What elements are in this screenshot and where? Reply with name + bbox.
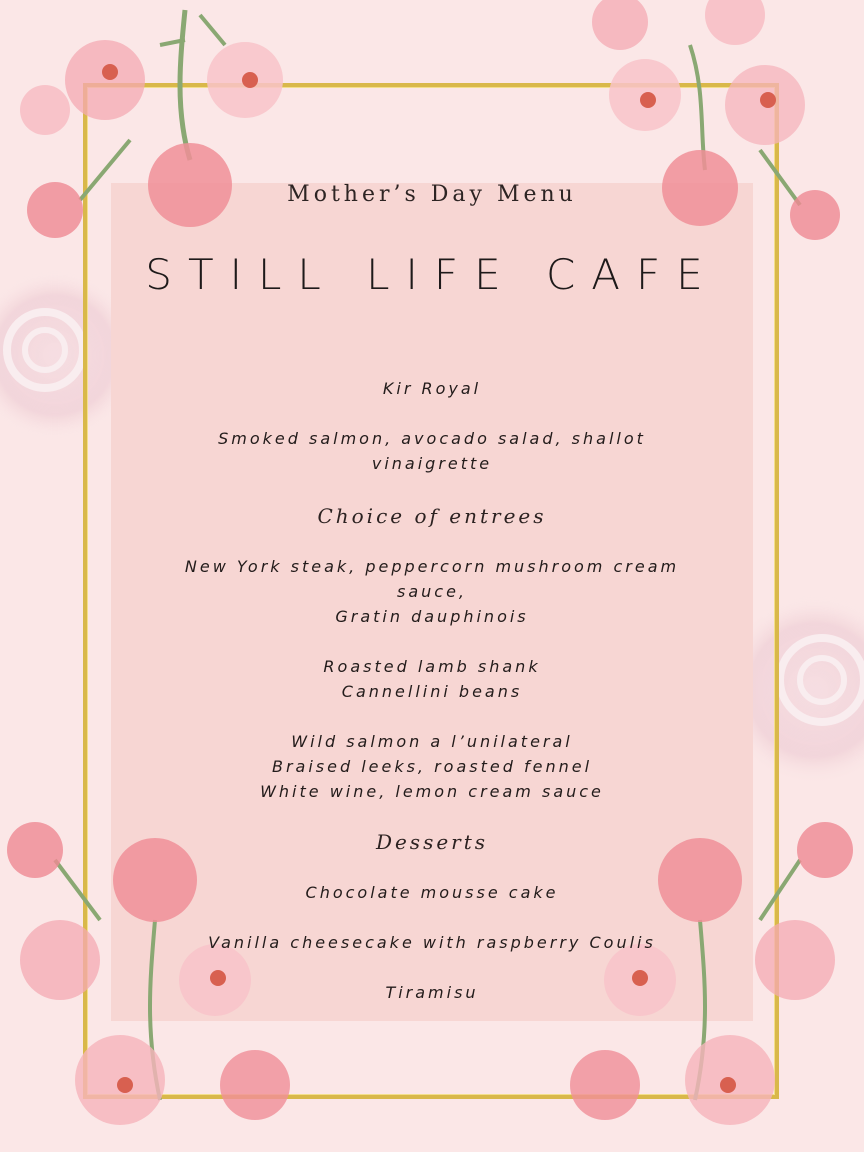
menu-content — [130, 376, 734, 1005]
desserts-heading: Desserts — [375, 830, 489, 854]
entree-3-line: Braised leeks, roasted fennel — [271, 757, 593, 776]
dessert-item: Tiramisu — [385, 983, 479, 1002]
entree-1-line: sauce, — [396, 582, 467, 601]
entree-3-line: Wild salmon a l’unilateral — [291, 732, 573, 751]
entree-3-line: White wine, lemon cream sauce — [260, 782, 604, 801]
dessert-item: Vanilla cheesecake with raspberry Coulis — [208, 933, 656, 952]
entree-2-line: Roasted lamb shank — [323, 657, 541, 676]
entrees-heading: Choice of entrees — [317, 504, 547, 528]
entree-2-line: Cannellini beans — [341, 682, 523, 701]
dessert-item: Chocolate mousse cake — [305, 883, 559, 902]
aperitif: Kir Royal — [382, 379, 482, 398]
entree-1-line: New York steak, peppercorn mushroom cream — [184, 557, 680, 576]
starter-line: vinaigrette — [371, 454, 493, 473]
menu-subtitle: Mother’s Day Menu — [287, 182, 577, 207]
entree-1-line: Gratin dauphinois — [335, 607, 529, 626]
cafe-name: STILL LIFE CAFE — [145, 250, 719, 299]
starter-line: Smoked salmon, avocado salad, shallot — [218, 429, 646, 448]
